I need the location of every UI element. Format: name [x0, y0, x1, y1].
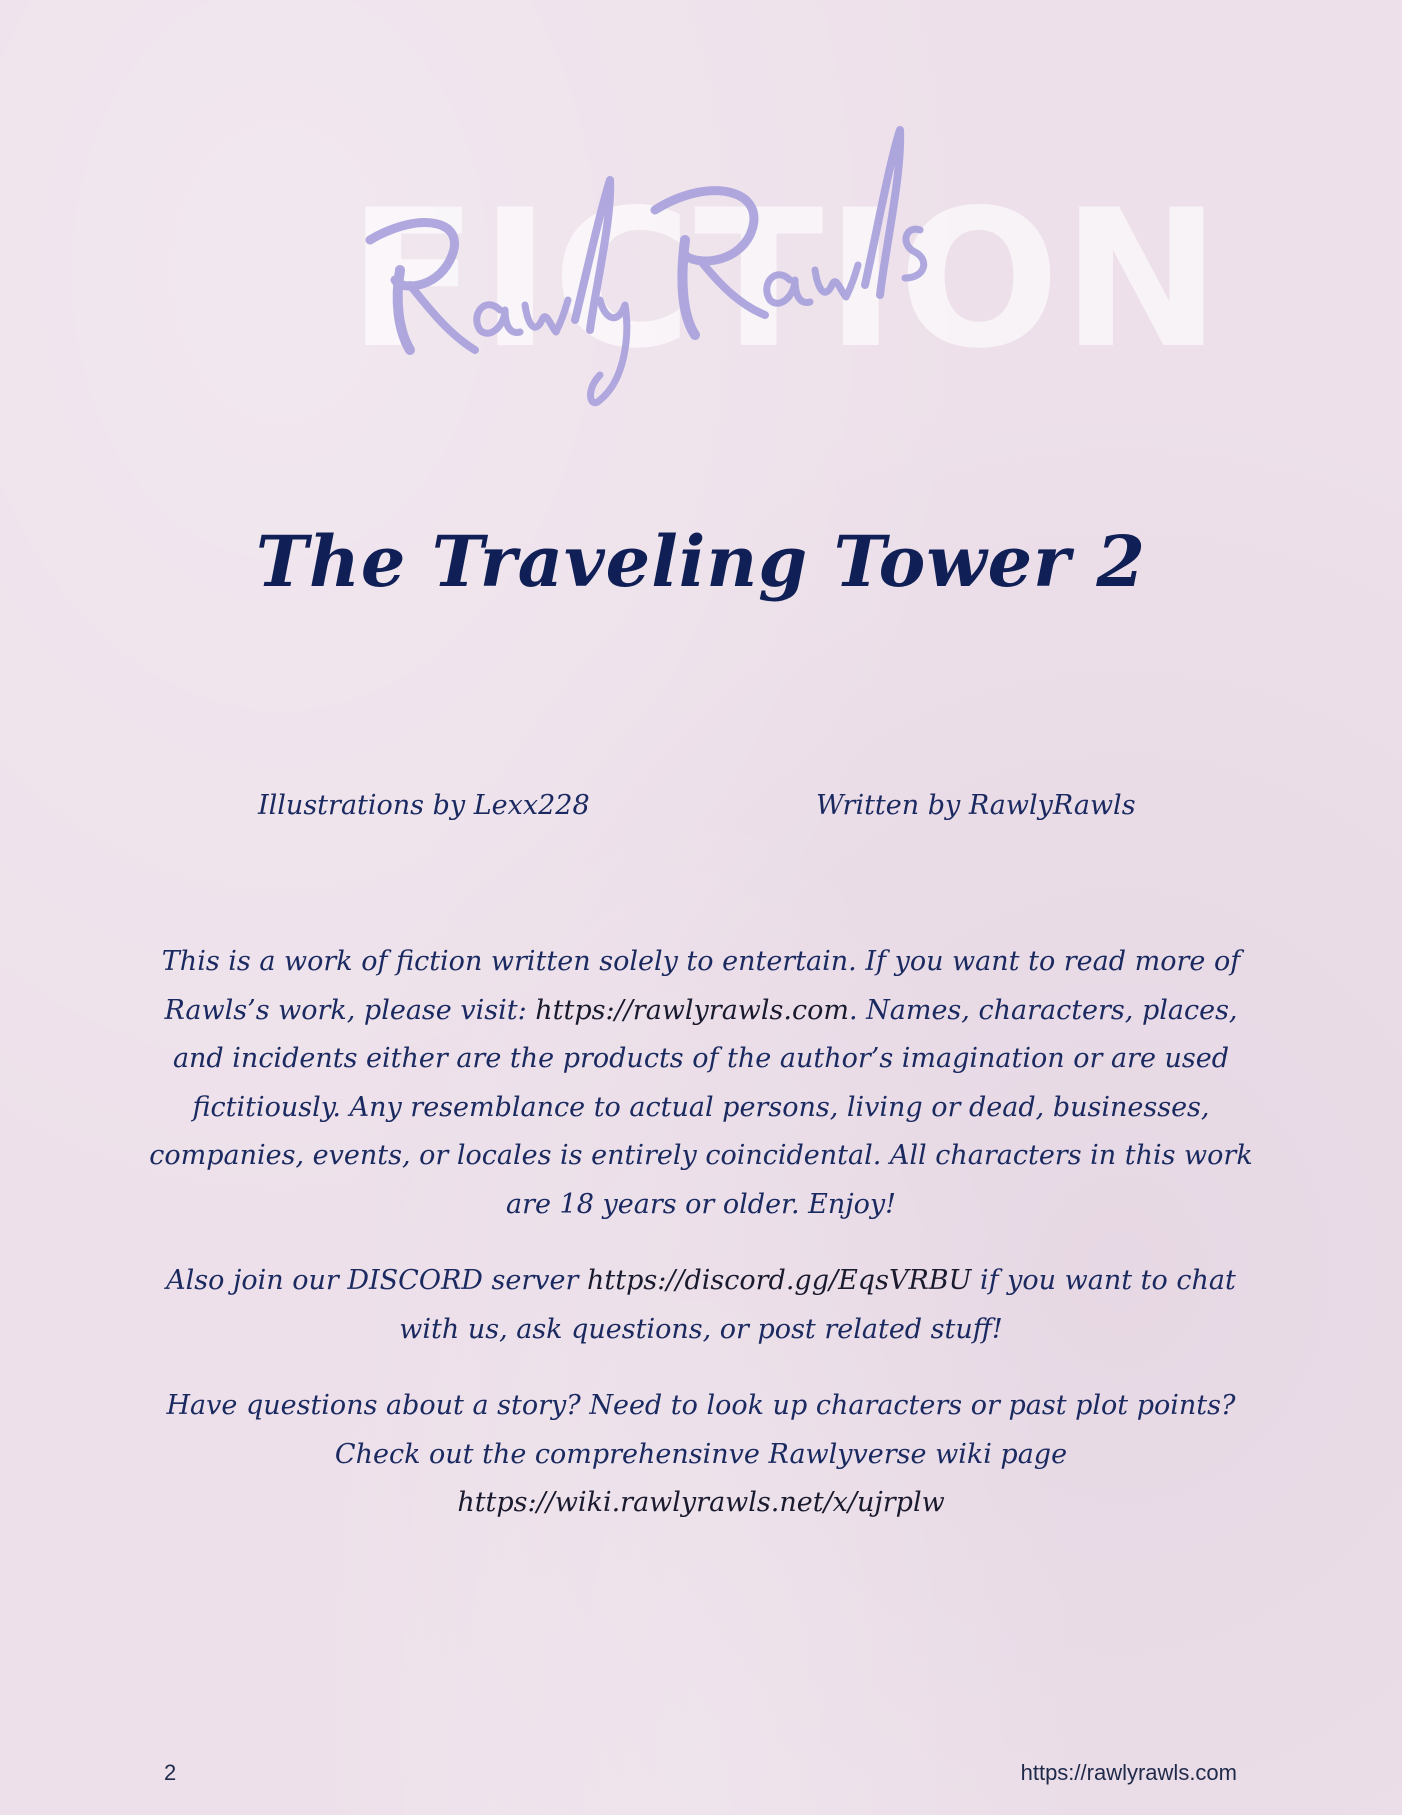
discord-text-start: Also join our DISCORD server [166, 1265, 587, 1296]
wiki-text: Have questions about a story? Need to look up characters or past plot points? Check out the comprehensinve Rawlyverse wiki page [166, 1390, 1236, 1470]
wiki-paragraph [140, 1382, 1262, 1528]
rawly-rawls-fiction-logo [300, 120, 1223, 420]
disclaimer-text-end: . Names, characters, places, and incidents either are the products of the author’s imagination or are used fictitiously. Any resemblance to actual persons, living or dead, businesses, companies, events, or locales is entirely coincidental. All characters in this work are 18 years or older. Enjoy! [149, 994, 1253, 1220]
author-credit: Written by RawlyRawls [816, 790, 1136, 821]
logo-script-signature [300, 120, 1223, 420]
page-title: The Traveling Tower 2 [255, 520, 1147, 603]
illustrations-credit: Illustrations by Lexx228 [258, 790, 590, 821]
disclaimer-text-start: This is a work of fiction written solely to entertain. If you want to read more of Rawls’s work, please visit: [161, 946, 1241, 1026]
discord-text-end: if you want to chat with us, ask questions, or post related stuff! [399, 1265, 1236, 1345]
discord-paragraph [140, 1257, 1262, 1354]
page-number: 2 [164, 1760, 177, 1785]
logo-watermark-fiction: FICTION [348, 169, 1223, 390]
discord-link[interactable]: https://discord.gg/EqsVRBU [586, 1265, 972, 1296]
website-link[interactable]: https://rawlyrawls.com [535, 994, 849, 1026]
wiki-link[interactable]: https://wiki.rawlyrawls.net/x/ujrplw [457, 1487, 945, 1518]
disclaimer-paragraph [140, 938, 1262, 1229]
footer-website-link[interactable]: https://rawlyrawls.com [1020, 1760, 1237, 1785]
